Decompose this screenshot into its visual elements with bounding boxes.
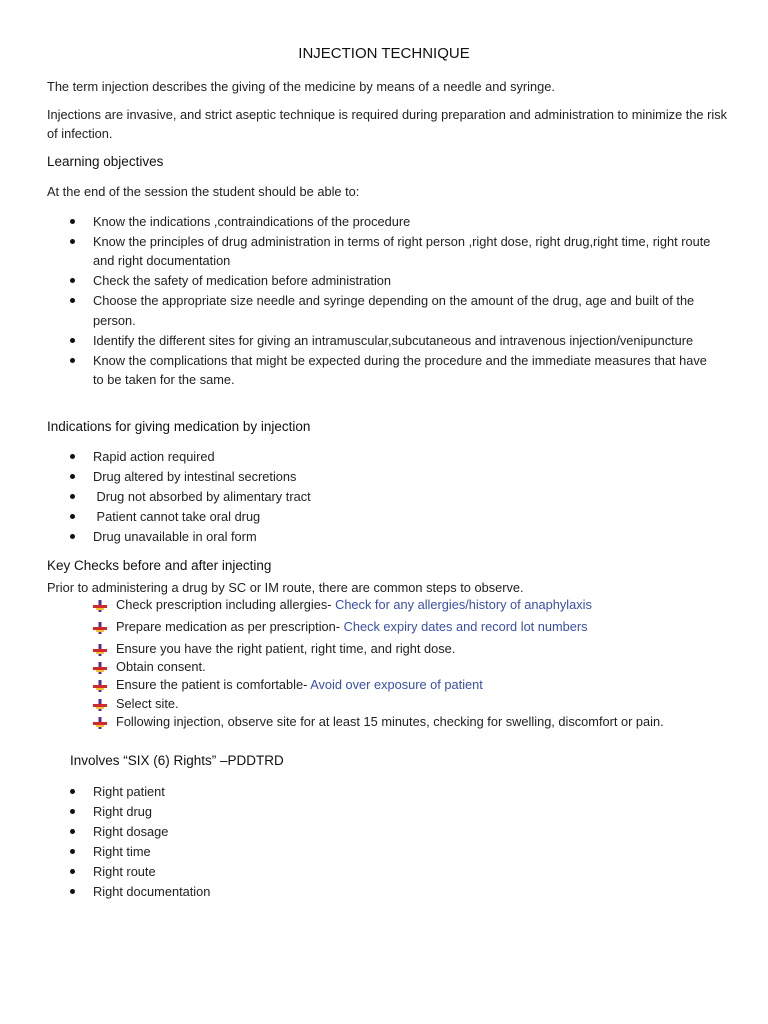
rights-list — [0, 782, 768, 902]
pushpin-icon — [93, 622, 107, 634]
list-item: Right route — [0, 862, 768, 881]
bullet-icon — [70, 829, 75, 834]
bullet-icon — [70, 454, 75, 459]
list-item: Identify the different sites for giving an intramuscular,subcutaneous and intravenous injection/venipuncture — [0, 331, 768, 350]
pushpin-icon — [93, 717, 107, 729]
bullet-icon — [70, 869, 75, 874]
objectives-lead: At the end of the session the student should be able to: — [47, 184, 360, 199]
bullet-icon — [70, 534, 75, 539]
bullet-icon — [70, 219, 75, 224]
list-item: Right time — [0, 842, 768, 861]
bullet-icon — [70, 358, 75, 363]
list-item: Drug altered by intestinal secretions — [0, 467, 768, 486]
list-item: Obtain consent. — [0, 659, 768, 677]
bullet-icon — [70, 494, 75, 499]
indications-list — [0, 447, 768, 547]
key-checks-list — [0, 597, 768, 732]
key-checks-heading: Key Checks before and after injecting — [47, 558, 272, 573]
bullet-icon — [70, 298, 75, 303]
bullet-icon — [70, 789, 75, 794]
list-item: Choose the appropriate size needle and syringe depending on the amount of the drug, age and built of the person. — [0, 291, 768, 330]
list-item: Ensure the patient is comfortable- Avoid over exposure of patient — [0, 677, 768, 696]
intro-paragraph-1: The term injection describes the giving of the medicine by means of a needle and syringe. — [47, 79, 555, 94]
list-item: Know the indications ,contraindications of the procedure — [0, 212, 768, 231]
bullet-icon — [70, 338, 75, 343]
bullet-icon — [70, 239, 75, 244]
objectives-list — [0, 212, 768, 390]
rights-heading: Involves “SIX (6) Rights” –PDDTRD — [70, 753, 284, 768]
pushpin-icon — [93, 600, 107, 612]
list-item: Know the principles of drug administration in terms of right person ,right dose, right drug,right time, right route and right documentation — [0, 232, 768, 271]
bullet-icon — [70, 889, 75, 894]
objectives-heading: Learning objectives — [47, 154, 164, 169]
list-item: Right dosage — [0, 822, 768, 841]
bullet-icon — [70, 514, 75, 519]
key-checks-lead: Prior to administering a drug by SC or IM route, there are common steps to observe. — [47, 580, 524, 595]
list-item: Prepare medication as per prescription- Check expiry dates and record lot numbers — [0, 619, 768, 641]
list-item: Select site. — [0, 696, 768, 714]
intro-paragraph-2: Injections are invasive, and strict aseptic technique is required during preparation and administration to minimize the risk of infection. — [47, 107, 728, 141]
bullet-icon — [70, 278, 75, 283]
pushpin-icon — [93, 699, 107, 711]
bullet-icon — [70, 809, 75, 814]
list-item: Right patient — [0, 782, 768, 801]
pushpin-icon — [93, 662, 107, 674]
list-item: Check the safety of medication before administration — [0, 271, 768, 290]
page-title: INJECTION TECHNIQUE — [298, 45, 470, 62]
list-item: Know the complications that might be expected during the procedure and the immediate measures that have to be taken for the same. — [0, 351, 768, 390]
list-item: Check prescription including allergies- Check for any allergies/history of anaphylaxis — [0, 597, 768, 619]
bullet-icon — [70, 474, 75, 479]
list-item: Following injection, observe site for at least 15 minutes, checking for swelling, discomfort or pain. — [0, 714, 768, 732]
list-item: Drug unavailable in oral form — [0, 527, 768, 546]
pushpin-icon — [93, 680, 107, 692]
list-item: Rapid action required — [0, 447, 768, 466]
list-item: Ensure you have the right patient, right time, and right dose. — [0, 641, 768, 659]
indications-heading: Indications for giving medication by injection — [47, 419, 311, 434]
list-item: Patient cannot take oral drug — [0, 507, 768, 526]
bullet-icon — [70, 849, 75, 854]
list-item: Drug not absorbed by alimentary tract — [0, 487, 768, 506]
list-item: Right documentation — [0, 882, 768, 901]
list-item: Right drug — [0, 802, 768, 821]
pushpin-icon — [93, 644, 107, 656]
